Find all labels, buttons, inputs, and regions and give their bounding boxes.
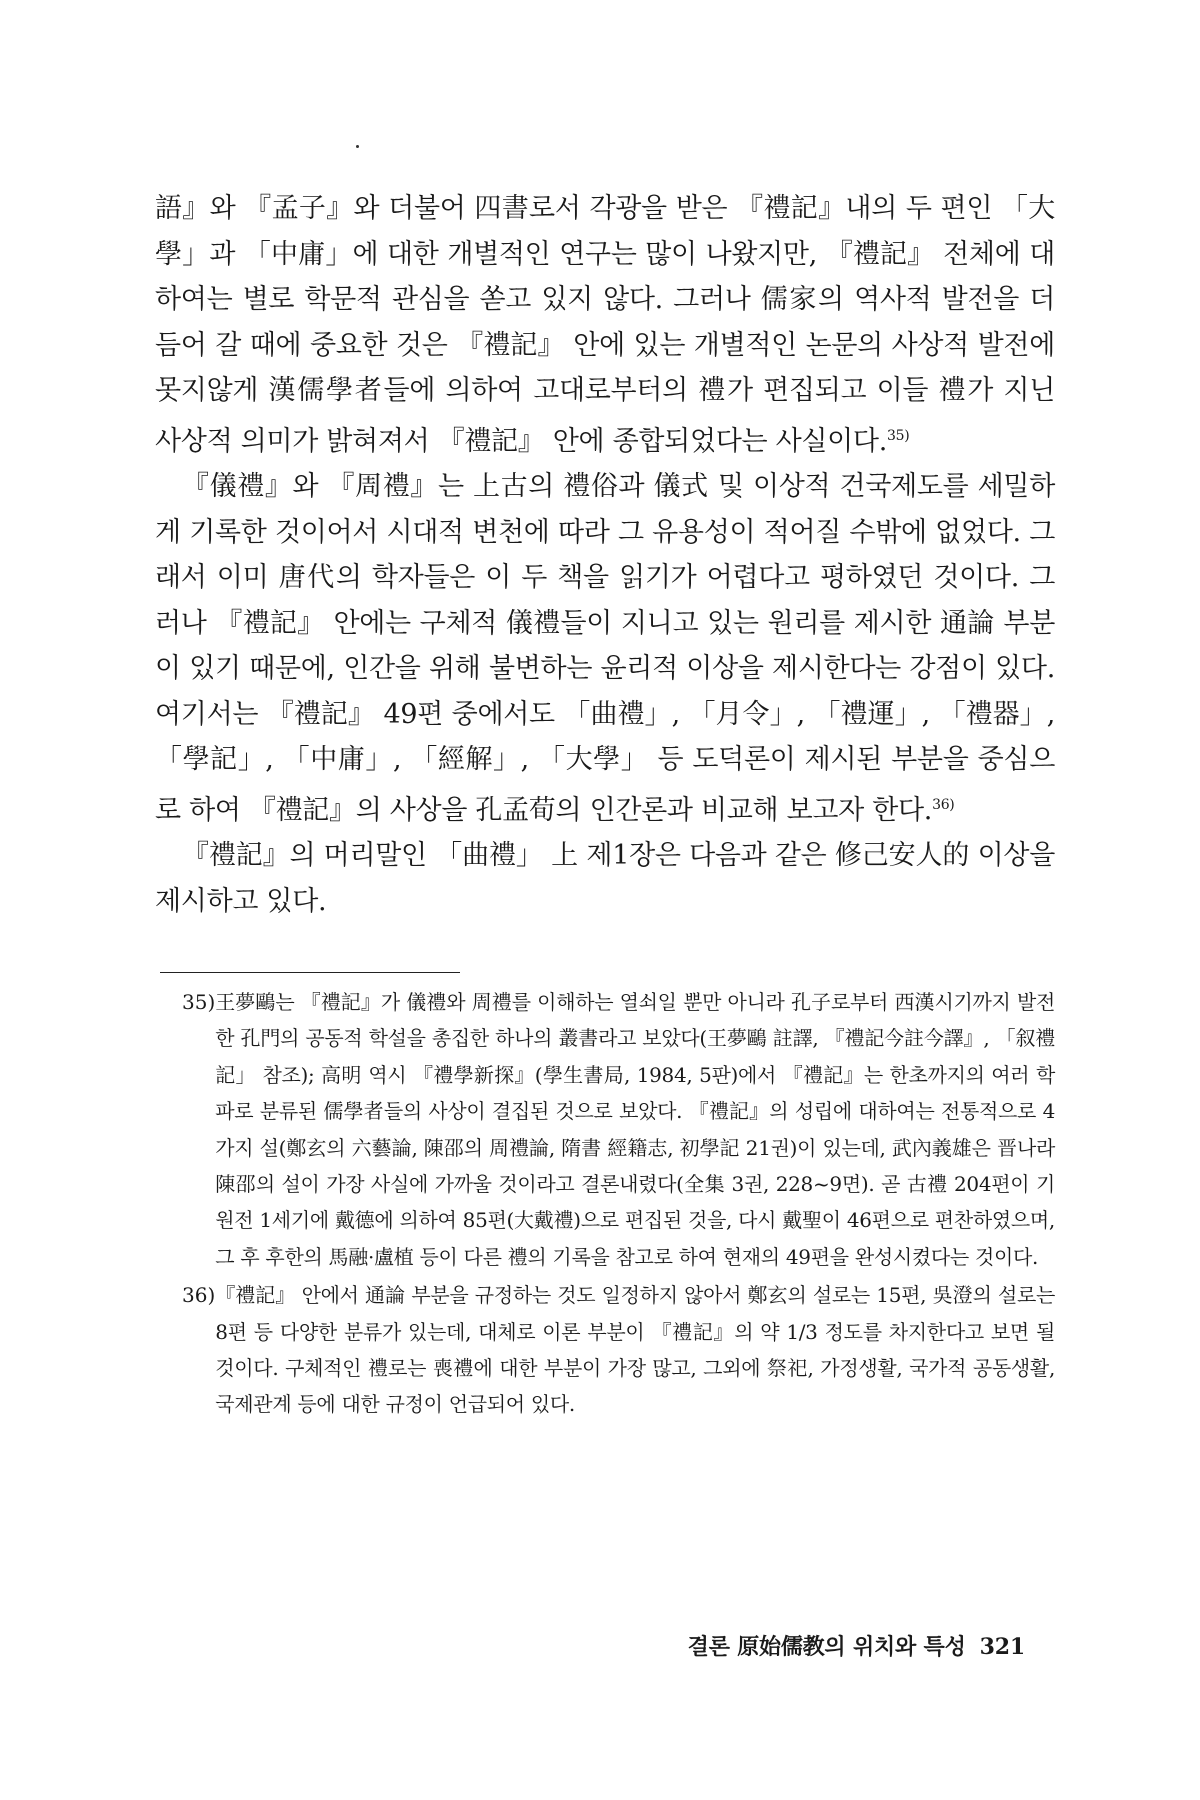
footnote-number: 35) [182,990,216,1014]
paragraph-2 [155,464,1055,833]
footnote-number: 36) [182,1283,216,1308]
footnote-35 [160,984,1055,1275]
running-footer [688,1632,1025,1662]
main-text [155,186,1055,924]
paragraph-3: 『禮記』의 머리말인 「曲禮」 上 제1장은 다음과 같은 修己安人的 이상을 제시하고 있다. [155,840,1055,917]
footnote-ref-36[interactable]: 36) [932,796,955,813]
footnote-ref-35[interactable]: 35) [886,427,910,444]
paragraph-1-text: 語』와 『孟子』와 더불어 四書로서 각광을 받은 『禮記』내의 두 편인 「大學」과 「中庸」에 대한 개별적인 연구는 많이 나왔지만, 『禮記』 전체에 대하여는 별로 학문적 관심을 쏟고 있지 않다. 그러나 儒家의 역사적 발전을 더듬어 갈 때에 중요한 것은 『禮記』 안에 있는 개별적인 논문의 사상적 발전에 못지않게 漢儒學者들에 의하여 고대로부터의 禮가 편집되고 이들 禮가 지닌 사상적 의미가 밝혀져서 『禮記』 안에 종합되었다는 사실이다. [155,193,1055,457]
footnote-text: 『禮記』 안에서 通論 부분을 규정하는 것도 일정하지 않아서 鄭玄의 설로는 15편, 吳澄의 설로는 8편 등 다양한 분류가 있는데, 대체로 이론 부분이 『禮記』의 약 1/3 정도를 차지한다고 보면 될 것이다. 구체적인 禮로는 喪禮에 대한 부분이 가장 많고, 그외에 祭祀, 가정생활, 국가적 공동생활, 국제관계 등에 대한 규정이 언급되어 있다. [215,1283,1055,1417]
footnotes [160,984,1055,1423]
footnote-text: 王夢鷗는 『禮記』가 儀禮와 周禮를 이해하는 열쇠일 뿐만 아니라 孔子로부터 西漢시기까지 발전한 孔門의 공동적 학설을 총집한 하나의 叢書라고 보았다(王夢鷗 註譯, 『禮記今註今譯』, 「叙禮記」 참조); 高明 역시 『禮學新探』(學生書局, 1984, 5판)에서 『禮記』는 한초까지의 여러 학파로 분류된 儒學者들의 사상이 결집된 것으로 보았다. 『禮記』의 성립에 대하여는 전통적으로 4가지 설(鄭玄의 六藝論, 陳邵의 周禮論, 隋書 經籍志, 初學記 21권)이 있는데, 武內義雄은 晋나라 陳邵의 설이 가장 사실에 가까울 것이라고 결론내렸다(全集 3권, 228~9면). 곧 古禮 204편이 기원전 1세기에 戴德에 의하여 85편(大戴禮)으로 편집된 것을, 다시 戴聖이 46편으로 편찬하였으며, 그 후 후한의 馬融·盧植 등이 다른 禮의 기록을 참고로 하여 현재의 49편을 완성시켰다는 것이다. [215,990,1055,1269]
paragraph-2-text: 『儀禮』와 『周禮』는 上古의 禮俗과 儀式 및 이상적 건국제도를 세밀하게 기록한 것이어서 시대적 변천에 따라 그 유용성이 적어질 수밖에 없었다. 그래서 이미 唐代의 학자들은 이 두 책을 읽기가 어렵다고 평하였던 것이다. 그러나 『禮記』 안에는 구체적 儀禮들이 지니고 있는 원리를 제시한 通論 부분이 있기 때문에, 인간을 위해 불변하는 윤리적 이상을 제시한다는 강점이 있다. 여기서는 『禮記』 49편 중에서도 「曲禮」, 「月令」, 「禮運」, 「禮器」, 「學記」, 「中庸」, 「經解」, 「大學」 등 도덕론이 제시된 부분을 중심으로 하여 『禮記』의 사상을 孔孟荀의 인간론과 비교해 보고자 한다. [155,471,1055,826]
footnote-36 [160,1277,1055,1423]
speck-mark [356,145,359,148]
paragraph-1 [155,186,1055,464]
running-title: 결론 原始儒教의 위치와 특성 [687,1634,966,1660]
footnote-divider [160,972,460,973]
page-number: 321 [979,1634,1025,1660]
